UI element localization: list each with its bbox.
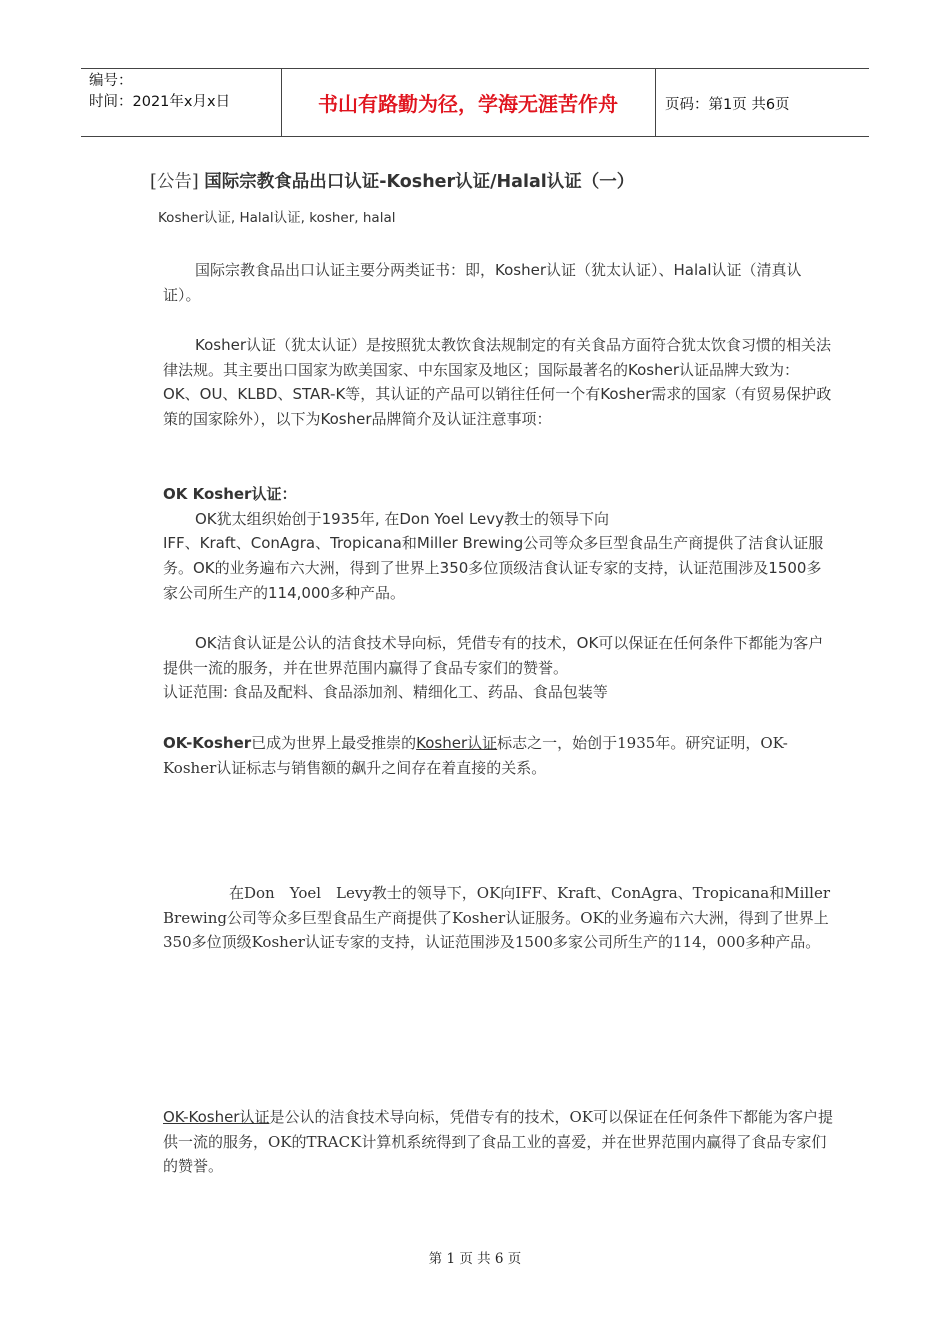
document-title bbox=[150, 168, 634, 193]
document-header-table bbox=[81, 68, 869, 137]
keywords: Kosher认证, Halal认证, kosher, halal bbox=[158, 210, 396, 226]
paragraph-text: 标志之一，始创于1935年。研究证明，OK-Kosher认证标志与销售额的飙升之间存在着直接的关系。 bbox=[163, 734, 788, 777]
time-label: 时间：2021年x月x日 bbox=[89, 94, 231, 110]
paragraph-ok-kosher-mark bbox=[163, 731, 833, 780]
paragraph-kosher-definition bbox=[163, 333, 833, 432]
code-label: 编号： bbox=[89, 73, 133, 89]
title-prefix: [公告] bbox=[150, 172, 199, 192]
header-left-cell bbox=[89, 71, 230, 113]
paragraph-ok-kosher-track bbox=[163, 1105, 833, 1179]
page-footer: 第 1 页 共 6 页 bbox=[428, 1251, 522, 1267]
kosher-certification-link[interactable]: Kosher认证 bbox=[416, 734, 498, 752]
paragraph-text: OK犹太组织始创于1935年, 在Don Yoel Levy教士的领导下向 bbox=[195, 509, 609, 528]
paragraph-text: OK洁食认证是公认的洁食技术导向标，凭借专有的技术，OK可以保证在任何条件下都能为客户提供一流的服务，并在世界范围内赢得了食品专家们的赞誉。 bbox=[163, 634, 824, 677]
paragraph-text: 国际宗教食品出口认证主要分两类证书：即，Kosher认证（犹太认证）、Halal认证（清真认证）。 bbox=[163, 261, 802, 304]
paragraph-ok-standard bbox=[163, 631, 833, 705]
paragraph-text: 是公认的洁食技术导向标，凭借专有的技术，OK可以保证在任何条件下都能为客户提供一流的服务，OK的TRACK计算机系统得到了食品工业的喜爱，并在世界范围内赢得了食品专家们的赞誉。 bbox=[163, 1108, 833, 1176]
paragraph-text: IFF、Kraft、ConAgra、Tropicana和Miller Brewing公司等众多巨型食品生产商提供了洁食认证服务。OK的业务遍布六大洲，得到了世界上350多位顶级洁食认证专家的支持，认证范围涉及1500多家公司所生产的114,000多种产品。 bbox=[163, 534, 824, 602]
ok-kosher-bold: OK-Kosher bbox=[163, 734, 252, 752]
section-ok-kosher bbox=[163, 482, 833, 606]
title-text: 国际宗教食品出口认证-Kosher认证/Halal认证（一） bbox=[204, 172, 635, 192]
motto: 书山有路勤为径，学海无涯苦作舟 bbox=[318, 92, 618, 116]
paragraph-don-yoel-levy bbox=[163, 881, 846, 955]
page-info: 页码：第1页 共6页 bbox=[665, 97, 790, 113]
paragraph-text: 在Don Yoel Levy教士的领导下，OK向IFF、Kraft、ConAgra、Tropicana和Miller Brewing公司等众多巨型食品生产商提供了Kosher认证服务。OK的业务遍布六大洲，得到了世界上350多位顶级Kosher认证专家的支持，认证范围涉及1500多家公司所生产的114，000多种产品。 bbox=[163, 884, 846, 952]
ok-kosher-certification-link[interactable]: OK-Kosher认证 bbox=[163, 1108, 270, 1126]
paragraph-text: Kosher认证（犹太认证）是按照犹太教饮食法规制定的有关食品方面符合犹太饮食习惯的相关法律法规。其主要出口国家为欧美国家、中东国家及地区；国际最著名的Kosher认证品牌大致为：OK、OU、KLBD、STAR-K等，其认证的产品可以销往任何一个有Kosher需求的国家（有贸易保护政策的国家除外），以下为Kosher品牌简介及认证注意事项： bbox=[163, 336, 832, 429]
section-heading: OK Kosher认证： bbox=[163, 485, 297, 503]
paragraph-text: 已成为世界上最受推崇的 bbox=[251, 734, 417, 752]
paragraph-intro bbox=[163, 258, 833, 307]
header-divider bbox=[655, 69, 656, 136]
certification-scope: 认证范围: 食品及配料、食品添加剂、精细化工、药品、食品包装等 bbox=[163, 683, 608, 702]
